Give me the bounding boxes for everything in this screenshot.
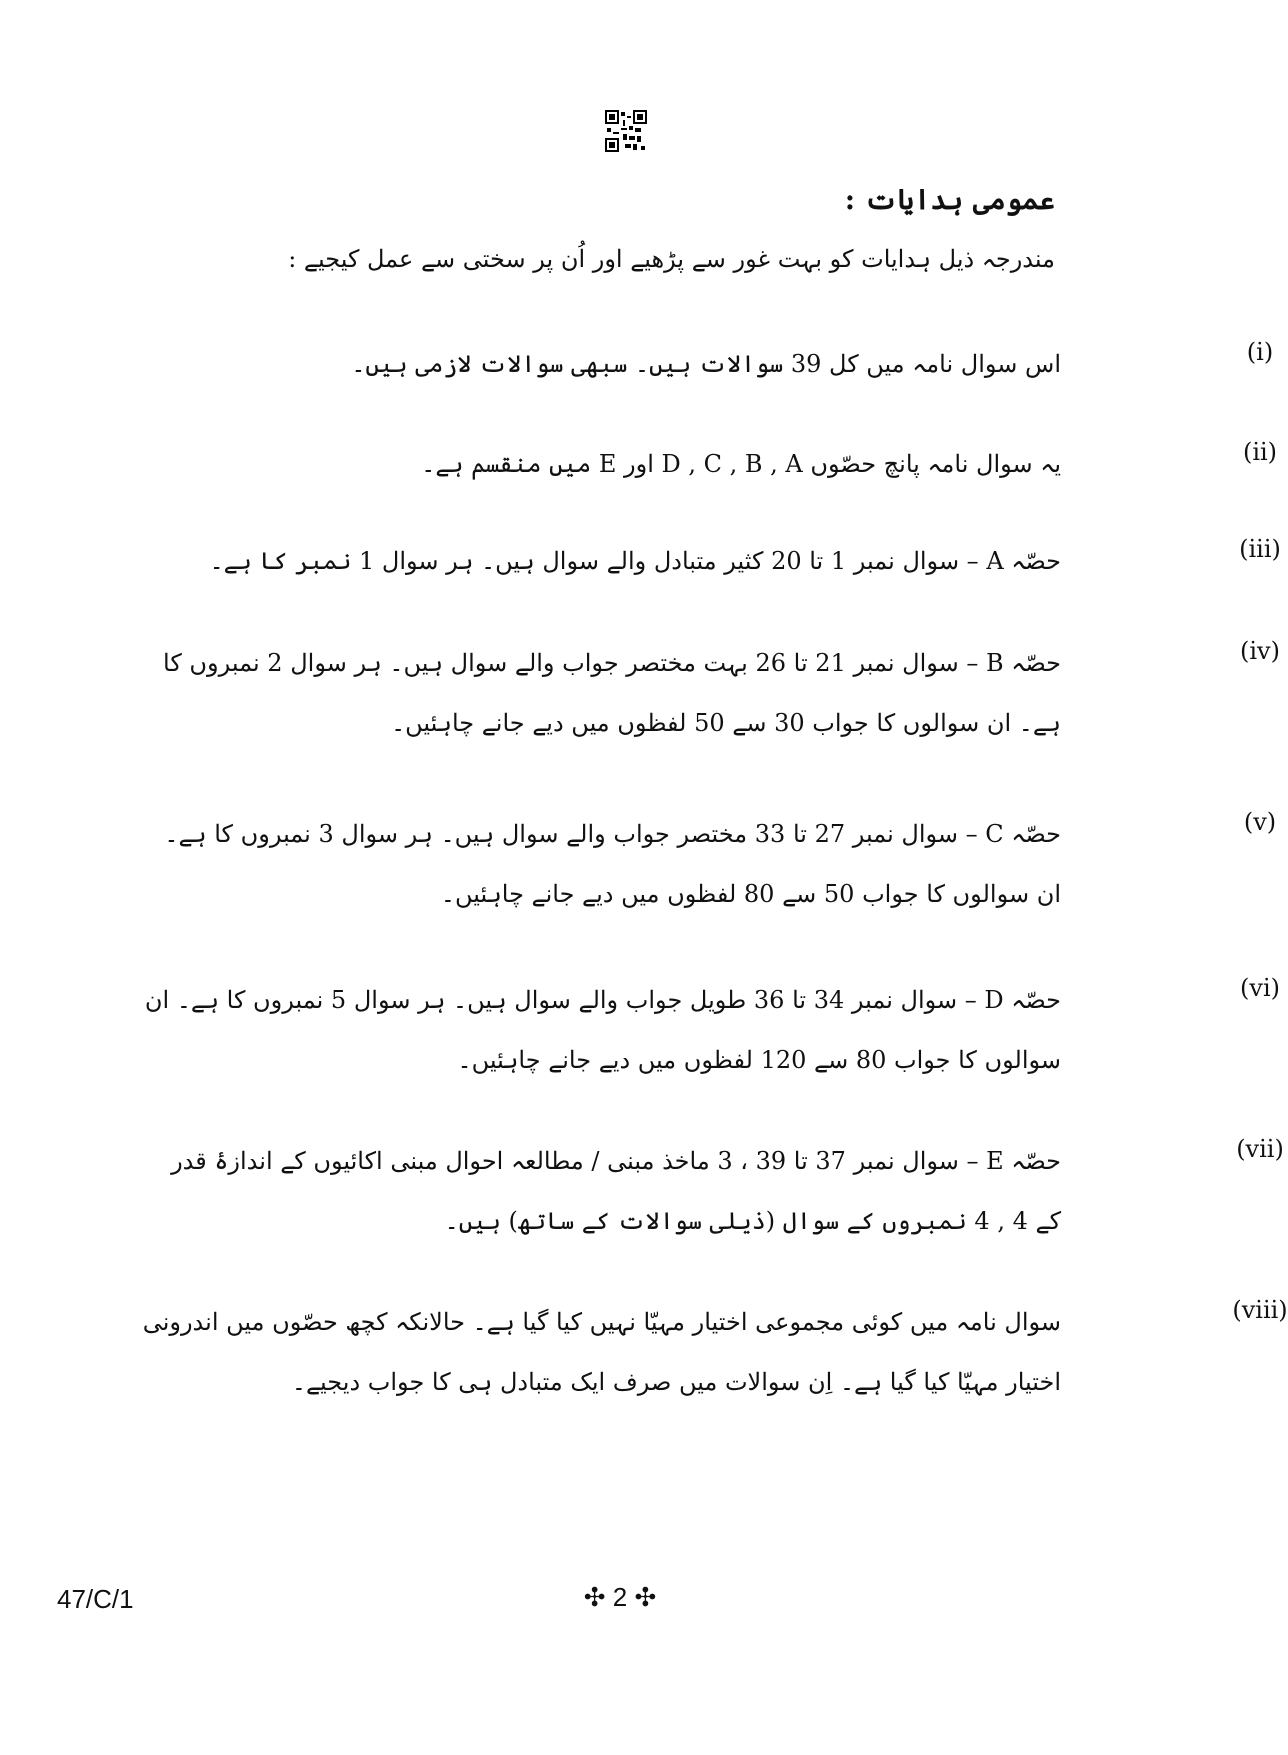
instruction-number: (v) — [1243, 808, 1277, 836]
qr-code — [605, 110, 647, 152]
instruction-text: حصّہ E – سوال نمبر 37 تا 39 ، 3 ماخذ مبنی / مطالعہ احوال مبنی اکائیوں کے اندازۂ قدر کے 4 , 4 نمبروں کے سوال (ذیلی سوالات کے ساتھ) ہیں۔ — [171, 1147, 1061, 1235]
instruction-number: (ii) — [1242, 438, 1278, 466]
instruction-number: (iii) — [1239, 535, 1281, 563]
instruction-text: سوال نامہ میں کوئی مجموعی اختیار مہیّا نہیں کیا گیا ہے۔ حالانکہ کچھ حصّوں میں اندرونی اختیار مہیّا کیا گیا ہے۔ اِن سوالات میں صرف ایک متبادل ہی کا جواب دیجیے۔ — [142, 1308, 1061, 1396]
instruction-item — [120, 535, 1281, 645]
instruction-text: حصّہ B – سوال نمبر 21 تا 26 بہت مختصر جواب والے سوال ہیں۔ ہر سوال 2 نمبروں کا ہے۔ ان سوالوں کا جواب 30 سے 50 لفظوں میں دیے جانے چاہئیں۔ — [163, 649, 1061, 737]
instruction-text: حصّہ D – سوال نمبر 34 تا 36 طویل جواب والے سوال ہیں۔ ہر سوال 5 نمبروں کا ہے۔ ان سوالوں کا جواب 80 سے 120 لفظوں میں دیے جانے چاہئیں۔ — [144, 986, 1061, 1074]
page-title: عمومی ہدایات : — [844, 183, 1055, 216]
instruction-item — [120, 808, 1277, 918]
instruction-number: (iv) — [1240, 637, 1280, 665]
instruction-item — [120, 338, 1274, 448]
paper-code: 47/C/1 — [57, 1584, 134, 1614]
instruction-item — [120, 637, 1280, 747]
instruction-number: (i) — [1246, 338, 1274, 366]
instruction-text: اس سوال نامہ میں کل 39 سوالات ہیں۔ سبھی سوالات لازمی ہیں۔ — [351, 350, 1061, 378]
instruction-number: (viii) — [1232, 1296, 1288, 1324]
instruction-number: (vii) — [1236, 1135, 1284, 1163]
instruction-item — [120, 974, 1280, 1084]
instruction-text: حصّہ C – سوال نمبر 27 تا 33 مختصر جواب والے سوال ہیں۔ ہر سوال 3 نمبروں کا ہے۔ ان سوالوں کا جواب 50 سے 80 لفظوں میں دیے جانے چاہئیں۔ — [164, 820, 1061, 908]
instructions-intro: مندرجہ ذیل ہدایات کو بہت غور سے پڑھیے اور اُن پر سختی سے عمل کیجیے : — [288, 245, 1055, 273]
instruction-number: (vi) — [1240, 974, 1280, 1002]
instruction-text: حصّہ A – سوال نمبر 1 تا 20 کثیر متبادل والے سوال ہیں۔ ہر سوال 1 نمبر کا ہے۔ — [209, 547, 1061, 575]
instruction-item — [120, 1135, 1284, 1245]
instruction-item — [120, 1296, 1288, 1406]
instruction-text: یہ سوال نامہ پانچ حصّوں D , C , B , A اور E میں منقسم ہے۔ — [421, 450, 1061, 478]
page-number: ✣ 2 ✣ — [583, 1582, 657, 1612]
